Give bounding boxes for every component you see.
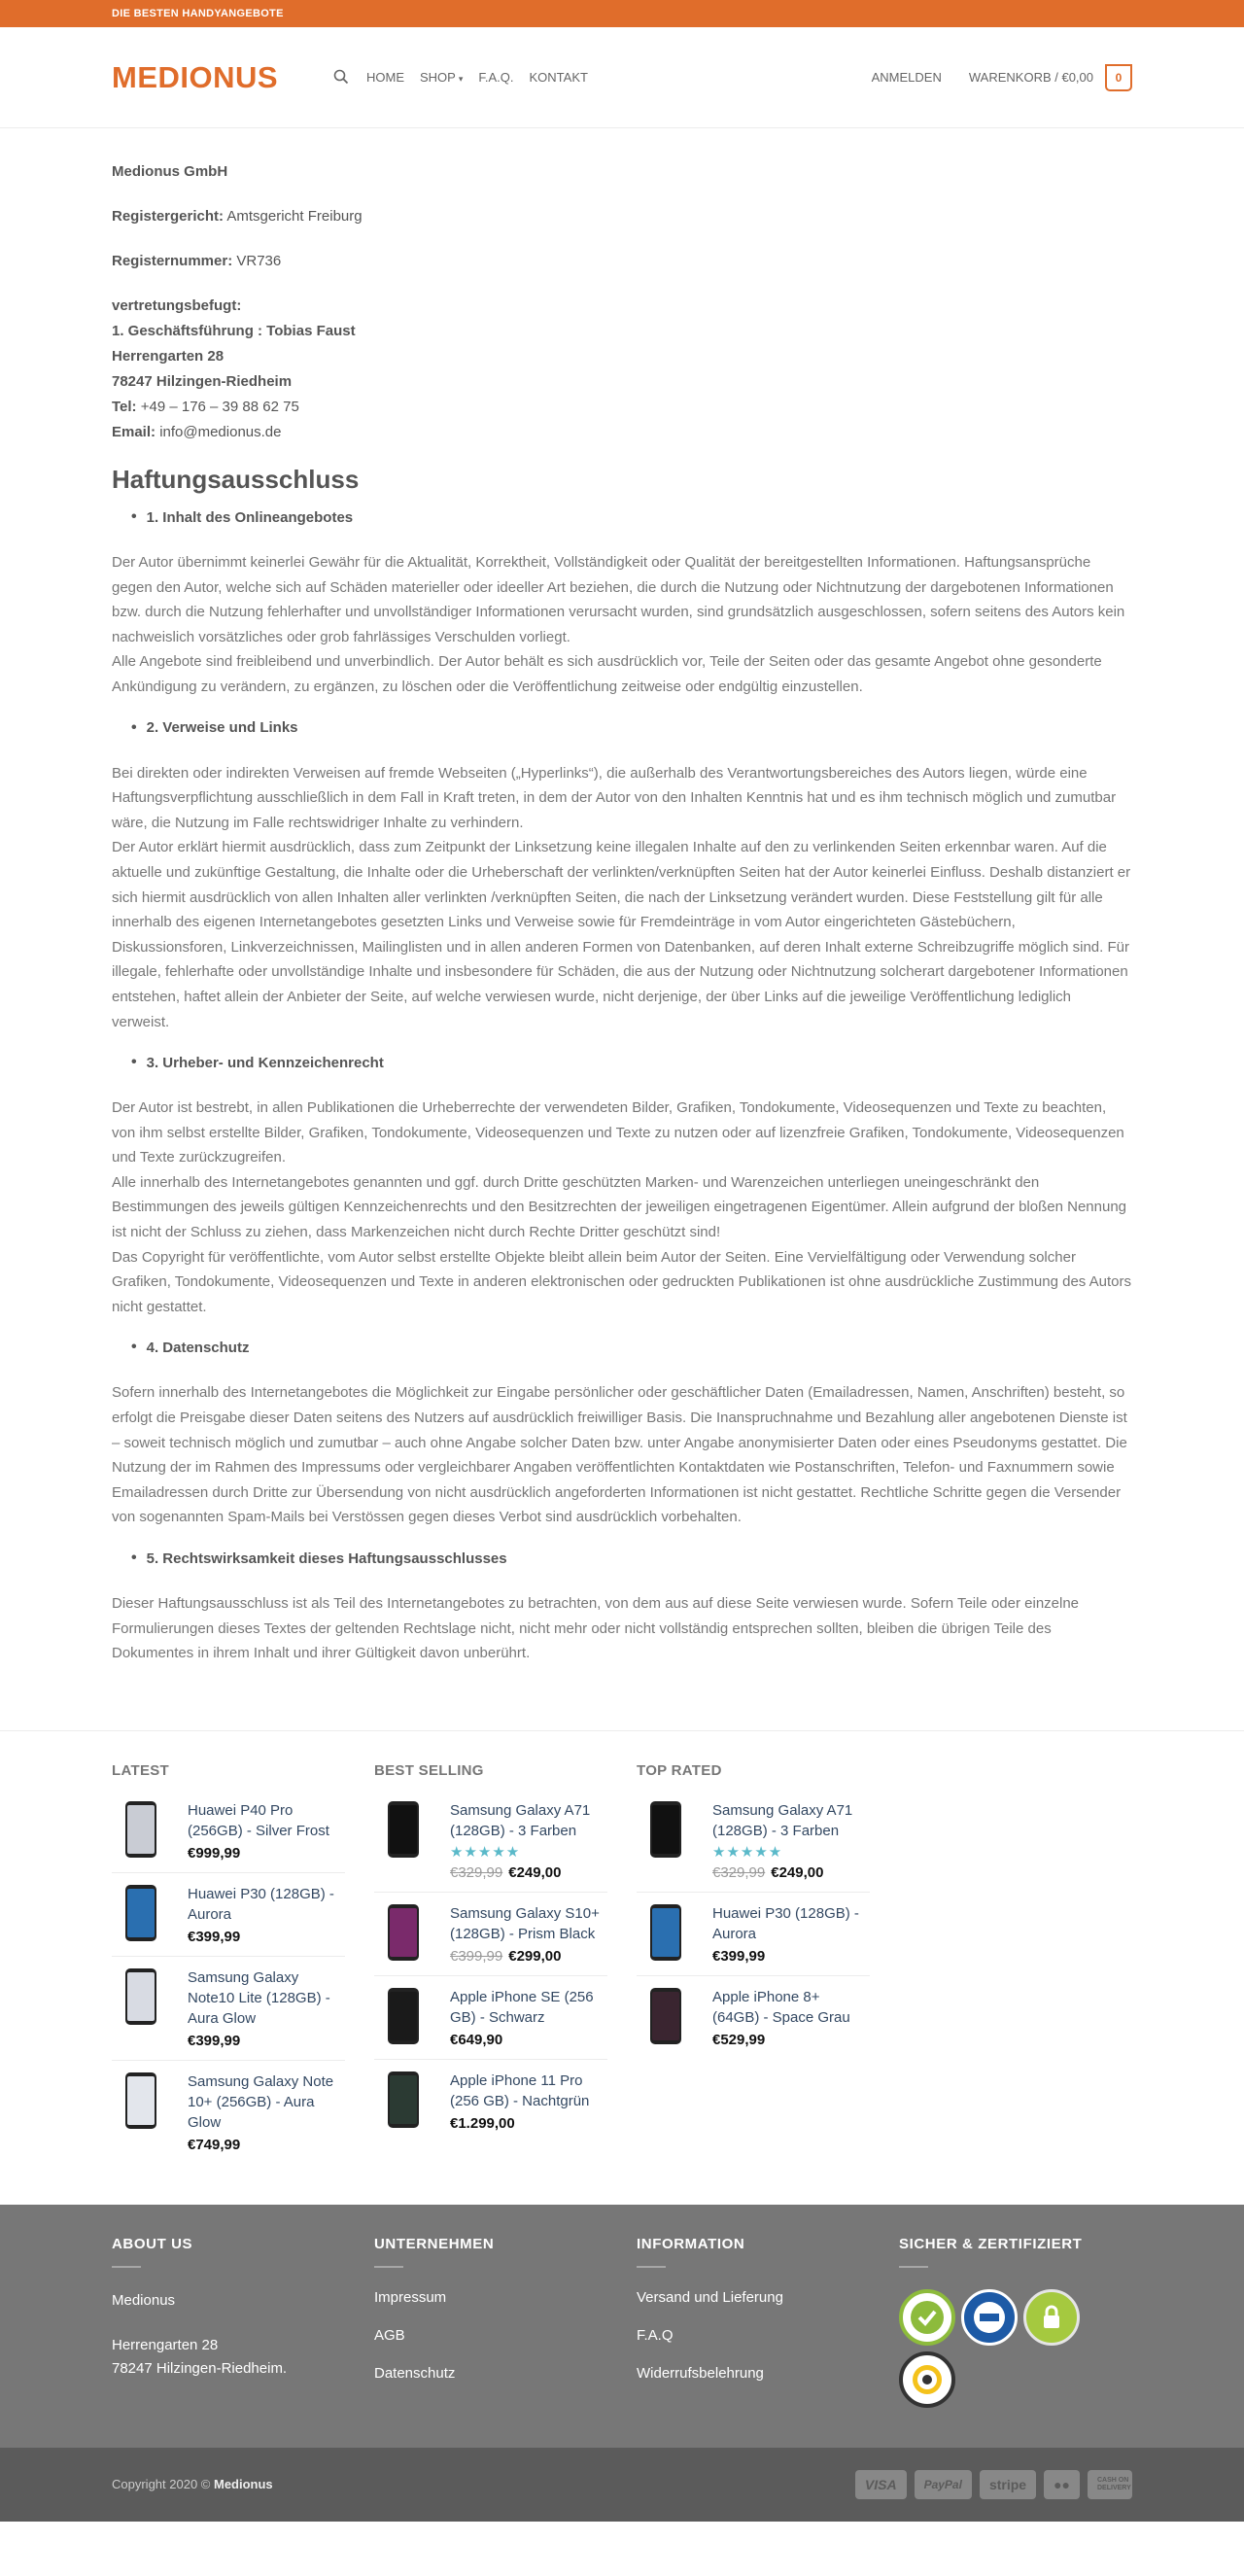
register-court: Amtsgericht Freiburg: [226, 208, 363, 225]
product-thumbnail[interactable]: [637, 1987, 695, 2045]
main-nav: [333, 69, 588, 87]
product-price: [712, 1948, 870, 1965]
nav-kontakt[interactable]: KONTAKT: [529, 70, 588, 85]
disclaimer-title: Haftungsausschluss: [112, 465, 360, 494]
product-thumbnail[interactable]: [637, 1800, 695, 1859]
footer-link-versand[interactable]: Versand und Lieferung: [637, 2288, 783, 2306]
tuev-badge-icon: [961, 2289, 1018, 2346]
product-item[interactable]: [374, 1800, 607, 1893]
footer-link-faq[interactable]: F.A.Q: [637, 2326, 674, 2344]
product-info: [188, 1967, 345, 2049]
phone-label: Tel:: [112, 399, 137, 415]
footer-link-agb[interactable]: AGB: [374, 2326, 405, 2344]
product-name[interactable]: Samsung Galaxy S10+ (128GB) - Prism Black: [450, 1904, 600, 1942]
product-price: [188, 2137, 345, 2153]
widget-latest: [112, 1762, 345, 2185]
product-price: [188, 1929, 345, 1945]
visa-icon: VISA: [855, 2470, 907, 2499]
section-text: Bei direkten oder indirekten Verweisen auf fremde Webseiten („Hyperlinks“), die außerhalb des Verantwortungsbereiches des Autors liegen, würde eine Haftungsverpflichtung ausschließlich in dem Fall in Kraft treten, in dem der Autor von den Inhalten Kenntnis hat und es ihm technisch möglich und zumutbar wäre, die Nutzung im Falle rechtswidriger Inhalte zu verhindern. Der Autor erklärt hiermit ausdrücklich, dass zum Zeitpunkt der Linksetzung keine illegalen Inhalte auf den zu verlinkenden Seiten erkennbar waren. Auf die aktuelle und zukünftige Gestaltung, die Inhalte oder die Urheberschaft der verlinkten/verknüpften Seiten hat der Autor keinerlei Einfluss. Deshalb distanziert er sich hiermit ausdrücklich von allen Inhalten aller verlinkten /verknüpften Seiten, die nach der Linksetzung verändert wurden. Diese Feststellung gilt für alle innerhalb des eigenen Internetangebotes gesetzten Links und Verweise sowie für Fremdeinträge in vom Autor eingerichteten Gästebüchern, Diskussionsforen, Linkverzeichnissen, Mailinglisten und in allen anderen Formen von Datenbanken, auf deren Inhalt externe Schreibzugriffe möglich sind. Für illegale, fehlerhafte oder unvollständige Inhalte und insbesondere für Schäden, die aus der Nutzung oder Nichtnutzung solcherart dargebotener Informationen entstehen, haftet allein der Anbieter der Seite, auf welche verwiesen wurde, nicht derjenige, der über Links auf die jeweilige Veröffentlichung lediglich verweist.: [112, 764, 1131, 1030]
product-name[interactable]: Apple iPhone SE (256 GB) - Schwarz: [450, 1988, 594, 2026]
product-thumbnail[interactable]: [112, 1800, 170, 1859]
current-price: €399,99: [188, 1928, 241, 1945]
representation-label: vertretungsbefugt:: [112, 297, 242, 314]
ssl-badge-icon: [1023, 2289, 1080, 2346]
cart-count-badge: 0: [1105, 64, 1132, 91]
product-price: [450, 2115, 607, 2132]
footer-certified: [899, 2236, 1132, 2448]
section-text: Der Autor ist bestrebt, in allen Publikationen die Urheberrechte der verwendeten Bilder, Grafiken, Tondokumente, Videosequenzen und Texte zu beachten, von ihm selbst erstellte Bilder, Grafiken, Tondokumente, Videosequenzen und Texte zu nutzen oder auf lizenzfreie Grafiken, Tondokumente, Videosequenzen und Texte zurückzugreifen. Alle innerhalb des Internetangebotes genannten und ggf. durch Dritte geschützten Marken- und Warenzeichen unterliegen uneingeschränkt den Bestimmungen des jeweils gültigen Kennzeichenrechts und den Besitzrechten der jeweiligen eingetragenen Eigentümer. Allein aufgrund der bloßen Nennung ist nicht der Schluss zu ziehen, dass Markenzeichen nicht durch Rechte Dritter geschützt sind! Das Copyright für veröffentlichte, vom Autor selbst erstellte Objekte bleibt allein beim Autor der Seiten. Eine Vervielfältigung oder Verwendung solcher Grafiken, Tondokumente, Videosequenzen und Texte in anderen elektronischen oder gedruckten Publikationen ist ohne ausdrückliche Zustimmung des Autors nicht gestattet.: [112, 1099, 1131, 1315]
product-name[interactable]: Huawei P30 (128GB) - Aurora: [712, 1904, 859, 1942]
widget-products: [112, 1800, 345, 2164]
product-thumbnail[interactable]: [374, 1800, 432, 1859]
product-item[interactable]: [637, 1987, 870, 2059]
product-info: [188, 2071, 345, 2153]
nav-shop[interactable]: [420, 70, 463, 85]
footer-city: 78247 Hilzingen-Riedheim.: [112, 2359, 288, 2377]
nav-faq[interactable]: F.A.Q.: [478, 70, 514, 85]
chevron-down-icon: ▾: [458, 74, 464, 84]
product-name[interactable]: Apple iPhone 8+ (64GB) - Space Grau: [712, 1988, 850, 2026]
product-item[interactable]: [112, 1967, 345, 2061]
current-price: €299,00: [508, 1947, 562, 1965]
footer-information: [637, 2236, 870, 2448]
footer-company: [374, 2236, 607, 2448]
widget-title: TOP RATED: [637, 1761, 722, 1779]
copyright: [112, 2477, 273, 2491]
section-text: Dieser Haftungsausschluss ist als Teil des Internetangebotes zu betrachten, von dem aus auf diese Seite verwiesen wurde. Sofern Teile oder einzelne Formulierungen dieses Textes der geltenden Rechtslage nicht, nicht mehr oder nicht vollständig entsprechen sollten, bleiben die übrigen Teile des Dokumentes in ihrem Inhalt und ihrer Gültigkeit davon unberührt.: [112, 1595, 1080, 1662]
widget-title: BEST SELLING: [374, 1761, 484, 1779]
current-price: €399,99: [188, 2032, 241, 2049]
footer-about: [112, 2236, 345, 2448]
company-city: 78247 Hilzingen-Riedheim: [112, 373, 293, 390]
register-number-label: Registernummer:: [112, 253, 233, 269]
product-item[interactable]: [637, 1800, 870, 1893]
rating-stars-icon: ★★★★★: [450, 1843, 521, 1861]
product-price: [712, 2032, 870, 2048]
footer-title: UNTERNEHMEN: [374, 2236, 403, 2268]
current-price: €749,99: [188, 2136, 241, 2153]
nav-shop-label: SHOP: [420, 70, 456, 85]
old-price: €329,99: [450, 1863, 503, 1881]
disclaimer-section-4: [112, 1339, 1132, 1530]
product-price: [188, 1845, 345, 1862]
product-item[interactable]: [637, 1903, 870, 1976]
product-thumbnail[interactable]: [112, 1884, 170, 1942]
search-icon[interactable]: [333, 69, 351, 87]
product-price: [712, 1864, 870, 1881]
product-price: [450, 1948, 607, 1965]
copyright-name: Medionus: [213, 2477, 273, 2492]
login-link[interactable]: ANMELDEN: [871, 70, 942, 85]
disclaimer-section-5: [112, 1549, 1132, 1666]
trusted-shops-badge-icon: [899, 2351, 955, 2408]
current-price: €529,99: [712, 2031, 766, 2048]
product-item[interactable]: [112, 2071, 345, 2164]
product-name[interactable]: Samsung Galaxy Note 10+ (256GB) - Aura Glow: [188, 2072, 334, 2131]
product-thumbnail[interactable]: [112, 1967, 170, 2026]
nav-home[interactable]: HOME: [366, 70, 404, 85]
product-thumbnail[interactable]: [374, 1987, 432, 2045]
footer-bottom-bar: [0, 2448, 1244, 2522]
product-name[interactable]: Huawei P30 (128GB) - Aurora: [188, 1885, 334, 1923]
top-banner-text: DIE BESTEN HANDYANGEBOTE: [112, 8, 284, 19]
product-thumbnail[interactable]: [637, 1903, 695, 1962]
register-number: VR736: [236, 253, 282, 269]
disclaimer-section-3: [112, 1054, 1132, 1319]
widget-best-selling: [374, 1762, 607, 2185]
product-item[interactable]: [374, 1987, 607, 2060]
product-info: [188, 1800, 345, 1862]
product-thumbnail[interactable]: [374, 2071, 432, 2129]
section-heading: • 2. Verweise und Links: [131, 719, 1132, 737]
product-name[interactable]: Samsung Galaxy A71 (128GB) - 3 Farben: [712, 1801, 853, 1839]
product-item[interactable]: [112, 1800, 345, 1873]
product-info: [712, 1987, 870, 2048]
widget-top-rated: [637, 1762, 870, 2185]
section-text: Sofern innerhalb des Internetangebotes die Möglichkeit zur Eingabe persönlicher oder geschäftlicher Daten (Emailadressen, Namen, Anschriften) besteht, so erfolgt die Preisgabe dieser Daten seitens des Nutzers auf ausdrücklich freiwilliger Basis. Die Inanspruchnahme und Bezahlung aller angebotenen Dienste ist – soweit technisch möglich und zumutbar – auch ohne Angabe solcher Daten bzw. unter Angabe anonymisierter Daten oder eines Pseudonyms gestattet. Die Nutzung der im Rahmen des Impressums oder vergleichbarer Angaben veröffentlichten Kontaktdaten wie Postanschriften, Telefon- und Faxnummern sowie Emailadressen durch Dritte zur Übersendung von nicht ausdrücklich angeforderten Informationen ist nicht gestattet. Rechtliche Schritte gegen die Versender von sogenannten Spam-Mails bei Verstössen gegen dieses Verbot sind ausdrücklich vorbehalten.: [112, 1384, 1127, 1526]
stripe-icon: stripe: [980, 2470, 1036, 2499]
site-header: [0, 27, 1244, 128]
product-info: [712, 1800, 870, 1881]
current-price: €249,00: [771, 1863, 824, 1881]
company-street: Herrengarten 28: [112, 348, 225, 365]
old-price: €399,99: [450, 1947, 503, 1965]
rating-stars-icon: ★★★★★: [712, 1843, 783, 1861]
footer-link-impressum[interactable]: Impressum: [374, 2288, 447, 2306]
section-heading: • 5. Rechtswirksamkeit dieses Haftungsausschlusses: [131, 1549, 1132, 1567]
footer-link-datenschutz[interactable]: Datenschutz: [374, 2364, 456, 2382]
disclaimer-section-2: [112, 719, 1132, 1035]
footer-title: ABOUT US: [112, 2236, 141, 2268]
widget-products: [637, 1800, 870, 2059]
register-court-label: Registergericht:: [112, 208, 225, 225]
current-price: €1.299,00: [450, 2114, 515, 2132]
verified-shop-badge-icon: [899, 2289, 955, 2346]
company-info: [112, 159, 1132, 445]
product-price: [450, 2032, 607, 2048]
management: 1. Geschäftsführung : Tobias Faust: [112, 323, 356, 339]
product-info: [712, 1903, 870, 1965]
product-item[interactable]: [374, 2071, 607, 2142]
footer-link-widerruf[interactable]: Widerrufsbelehrung: [637, 2364, 764, 2382]
section-heading: • 1. Inhalt des Onlineangebotes: [131, 508, 1132, 526]
product-price: [188, 2033, 345, 2049]
copyright-prefix: Copyright 2020 ©: [112, 2477, 214, 2492]
product-thumbnail[interactable]: [374, 1903, 432, 1962]
product-thumbnail[interactable]: [112, 2071, 170, 2130]
company-name: Medionus GmbH: [112, 163, 228, 180]
paypal-icon: PayPal: [915, 2470, 972, 2499]
product-info: [188, 1884, 345, 1945]
product-info: [450, 1903, 607, 1965]
footer-company-name: Medionus: [112, 2291, 176, 2309]
cart-label: WARENKORB / €0,00: [968, 70, 1093, 85]
trust-badges: [899, 2289, 1093, 2408]
product-info: [450, 2071, 607, 2132]
product-price: [450, 1864, 607, 1881]
phone-number: +49 – 176 – 39 88 62 75: [140, 399, 299, 415]
product-name[interactable]: Huawei P40 Pro (256GB) - Silver Frost: [188, 1801, 329, 1839]
widget-title: LATEST: [112, 1761, 170, 1779]
product-item[interactable]: [374, 1903, 607, 1976]
email-address[interactable]: info@medionus.de: [159, 424, 282, 440]
current-price: €649,90: [450, 2031, 503, 2048]
product-item[interactable]: [112, 1884, 345, 1957]
email-label: Email:: [112, 424, 156, 440]
section-heading: • 3. Urheber- und Kennzeichenrecht: [131, 1054, 1132, 1071]
current-price: €999,99: [188, 1844, 241, 1862]
header-account: [872, 64, 1132, 91]
product-widgets: [0, 1730, 1244, 2205]
cart-link[interactable]: [969, 64, 1132, 91]
product-name[interactable]: Samsung Galaxy A71 (128GB) - 3 Farben: [450, 1801, 591, 1839]
cash-on-delivery-icon: CASH ON DELIVERY: [1088, 2470, 1132, 2499]
product-info: [450, 1800, 607, 1881]
site-footer: [0, 2205, 1244, 2448]
payment-icons: [855, 2470, 1132, 2499]
section-text: Der Autor übernimmt keinerlei Gewähr für die Aktualität, Korrektheit, Vollständigkeit oder Qualität der bereitgestellten Informationen. Haftungsansprüche gegen den Autor, welche sich auf Schäden materieller oder ideeller Art beziehen, die durch die Nutzung oder Nichtnutzung der dargebotenen Informationen bzw. durch die Nutzung fehlerhafter und unvollständiger Informationen verursacht wurden, sind grundsätzlich ausgeschlossen, sofern seitens des Autors kein nachweislich vorsätzliches oder grob fahrlässiges Verschulden vorliegt. Alle Angebote sind freibleibend und unverbindlich. Der Autor behält es sich ausdrücklich vor, Teile der Seiten oder das gesamte Angebot ohne gesonderte Ankündigung zu verändern, zu ergänzen, zu löschen oder die Veröffentlichung zeitweise oder endgültig einzustellen.: [112, 554, 1125, 695]
footer-title: INFORMATION: [637, 2236, 666, 2268]
widget-products: [374, 1800, 607, 2142]
section-heading: • 4. Datenschutz: [131, 1339, 1132, 1356]
current-price: €399,99: [712, 1947, 766, 1965]
current-price: €249,00: [508, 1863, 562, 1881]
main-content: [0, 159, 1244, 1666]
product-name[interactable]: Samsung Galaxy Note10 Lite (128GB) - Aura Glow: [188, 1968, 330, 2027]
product-info: [450, 1987, 607, 2048]
old-price: €329,99: [712, 1863, 766, 1881]
site-logo[interactable]: MEDIONUS: [112, 59, 279, 94]
disclaimer-section-1: [112, 508, 1132, 700]
mastercard-icon: ●●: [1044, 2470, 1080, 2499]
product-name[interactable]: Apple iPhone 11 Pro (256 GB) - Nachtgrün: [450, 2071, 590, 2109]
top-banner: [0, 0, 1244, 27]
footer-title: SICHER & ZERTIFIZIERT: [899, 2236, 928, 2268]
footer-street: Herrengarten 28: [112, 2336, 219, 2353]
